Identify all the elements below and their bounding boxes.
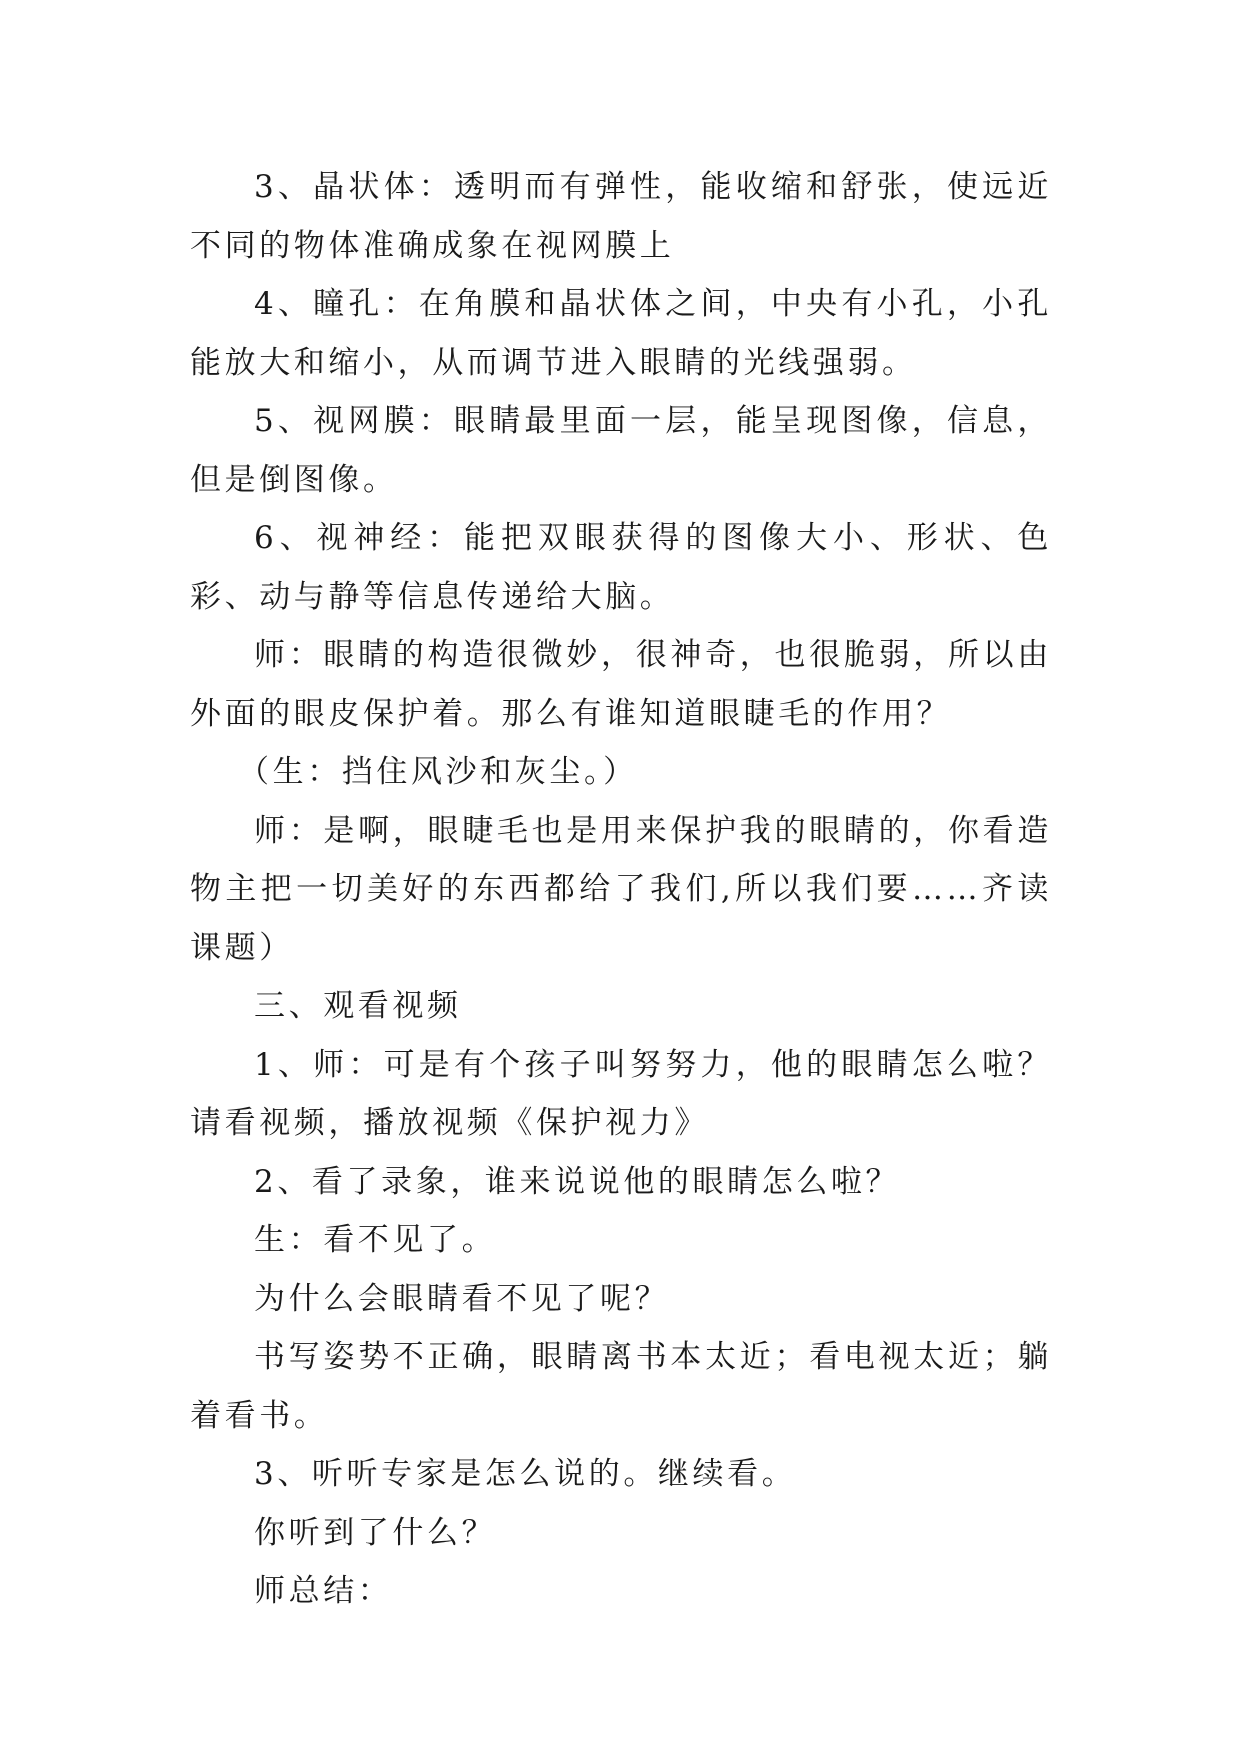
- paragraph-optic-nerve: 6、视神经：能把双眼获得的图像大小、形状、色彩、动与静等信息传递给大脑。: [190, 520, 1052, 615]
- paragraph-teacher-eyelid: 师：眼睛的构造很微妙，很神奇，也很脆弱，所以由外面的眼皮保护着。那么有谁知道眼睫毛的作用？: [190, 637, 1052, 732]
- paragraph-crystalline-lens: 3、晶状体：透明而有弹性，能收缩和舒张，使远近不同的物体准确成象在视网膜上: [190, 169, 1052, 264]
- paragraph-expert: 3、听听专家是怎么说的。继续看。: [254, 1456, 797, 1492]
- section-heading-watch-video: 三、观看视频: [254, 988, 462, 1024]
- paragraph-student-cannot-see: 生：看不见了。: [254, 1222, 497, 1258]
- document-page: [190, 158, 1052, 1621]
- paragraph-teacher-eyelash: 师：是啊，眼睫毛也是用来保护我的眼睛的，你看造物主把一切美好的东西都给了我们,所以我们要……齐读课题）: [190, 812, 1052, 966]
- paragraph-pupil: 4、瞳孔：在角膜和晶状体之间，中央有小孔，小孔能放大和缩小，从而调节进入眼睛的光线强弱。: [190, 286, 1052, 381]
- paragraph-question-why: 为什么会眼睛看不见了呢？: [254, 1280, 670, 1317]
- paragraph-teacher-summary: 师总结：: [254, 1573, 393, 1609]
- paragraph-causes: 书写姿势不正确，眼睛离书本太近；看电视太近；躺着看书。: [190, 1339, 1052, 1434]
- paragraph-retina: 5、视网膜：眼睛最里面一层，能呈现图像，信息，但是倒图像。: [190, 403, 1052, 498]
- paragraph-video-intro: 1、师：可是有个孩子叫努努力，他的眼睛怎么啦？请看视频，播放视频《保护视力》: [190, 1046, 1052, 1141]
- paragraph-after-video: 2、看了录象，谁来说说他的眼睛怎么啦？: [254, 1163, 901, 1200]
- paragraph-student-answer: （生：挡住风沙和灰尘。）: [238, 754, 638, 790]
- paragraph-what-heard: 你听到了什么？: [254, 1514, 497, 1551]
